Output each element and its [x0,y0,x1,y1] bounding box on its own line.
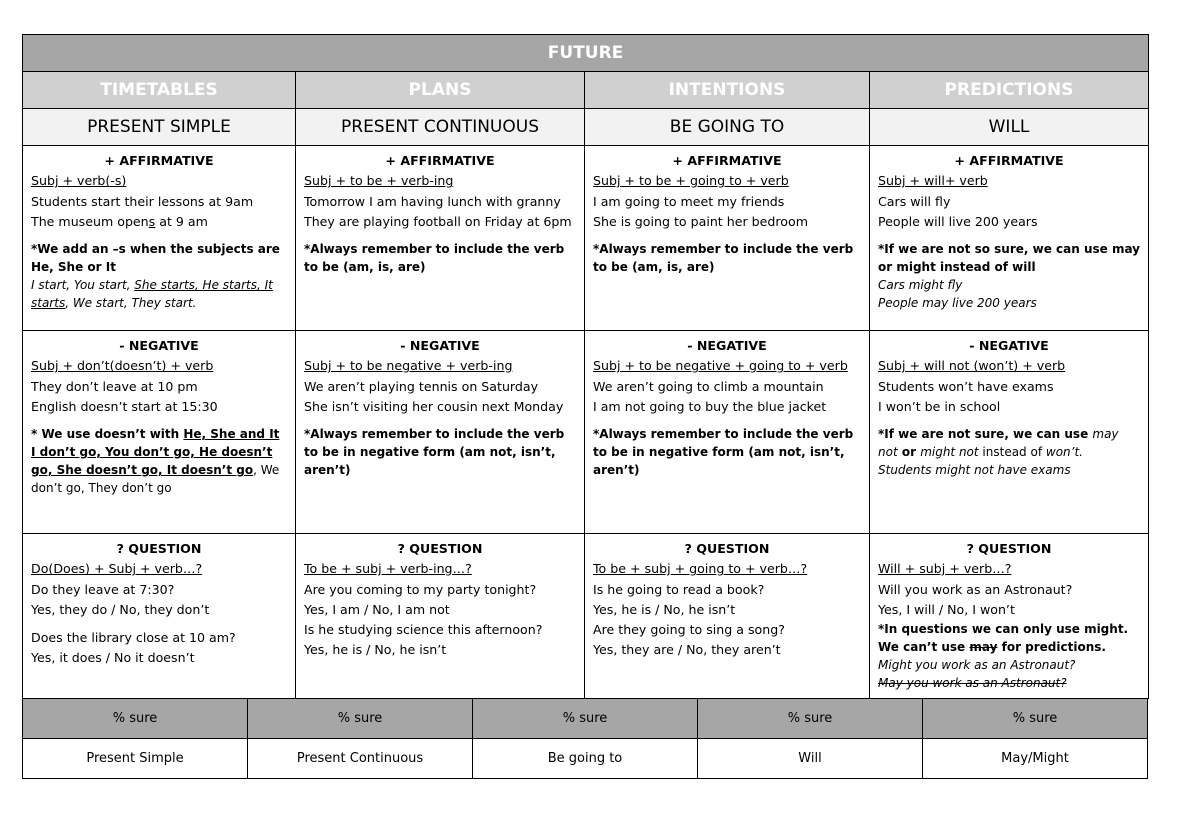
example: Is he going to read a book? [593,581,765,597]
example: I won’t be in school [878,398,1001,414]
tense-label: Present Simple [23,738,248,778]
section-heading: ? QUESTION [397,541,483,556]
pc-question-cell [296,534,585,699]
example: Yes, they do / No, they don’t [31,601,210,617]
example: They are playing football on Friday at 6pm [304,213,572,229]
example: Students start their lessons at 9am [31,193,254,209]
section-heading: + AFFIRMATIVE [385,153,495,168]
formula: Will + subj + verb…? [878,561,1012,577]
formula: Subj + verb(-s) [31,173,127,189]
formula: Subj + will not (won’t) + verb [878,358,1066,374]
example: Yes, I will / No, I won’t [878,601,1015,617]
grammar-note: *Always remember to include the verb to be in negative form (am not, isn’t, aren’t) [304,427,565,478]
example: Yes, I am / No, I am not [304,601,450,617]
formula: Do(Does) + Subj + verb…? [31,561,203,577]
section-heading: - NEGATIVE [400,338,480,353]
formula: To be + subj + verb-ing…? [304,561,472,577]
section-heading: + AFFIRMATIVE [672,153,782,168]
italic-example: I start, You start, She starts, He starts, It starts, We start, They start. [31,278,273,311]
section-heading: ? QUESTION [966,541,1052,556]
tense-be-going-to: BE GOING TO [585,109,870,146]
will-affirmative-cell [870,146,1149,331]
section-heading: ? QUESTION [116,541,202,556]
grammar-note: * We use doesn’t with He, She and It I don’t go, You don’t go, He doesn’t go, She doesn’t go, It doesn’t go, We don’t go, They don’t go [31,427,280,496]
grammar-note: *We add an –s when the subjects are He, She or It [31,242,280,275]
tense-present-continuous: PRESENT CONTINUOUS [296,109,585,146]
category-timetables: TIMETABLES [23,72,296,109]
formula: Subj + will+ verb [878,173,988,189]
will-negative-cell [870,331,1149,534]
sure-cell: % sure [23,698,248,738]
example: She is going to paint her bedroom [593,213,808,229]
grammar-note: *If we are not so sure, we can use may or might instead of will [878,242,1141,275]
example: Yes, he is / No, he isn’t [593,601,736,617]
category-predictions: PREDICTIONS [870,72,1149,109]
category-intentions: INTENTIONS [585,72,870,109]
tense-label: Be going to [473,738,698,778]
section-heading: - NEGATIVE [687,338,767,353]
table-title: FUTURE [23,35,1149,72]
category-plans: PLANS [296,72,585,109]
tense-present-simple: PRESENT SIMPLE [23,109,296,146]
italic-example: Cars might fly [878,278,963,293]
italic-example: Might you work as an Astronaut? [878,658,1076,673]
example: The museum opens at 9 am [31,213,208,229]
formula: Subj + to be negative + going to + verb [593,358,848,374]
sure-cell: % sure [248,698,473,738]
example: Tomorrow I am having lunch with granny [304,193,561,209]
example: Cars will fly [878,193,951,209]
italic-example: Students might not have exams [878,463,1071,478]
example: Are you coming to my party tonight? [304,581,537,597]
will-question-cell [870,534,1149,699]
grammar-table [22,34,1149,699]
bgt-affirmative-cell [585,146,870,331]
example: English doesn’t start at 15:30 [31,398,218,414]
tense-label: Present Continuous [248,738,473,778]
grammar-note: *Always remember to include the verb to be (am, is, are) [593,242,854,275]
certainty-table [22,698,1148,779]
example: I am not going to buy the blue jacket [593,398,827,414]
example: I am going to meet my friends [593,193,785,209]
example: They don’t leave at 10 pm [31,378,198,394]
tense-label: May/Might [923,738,1148,778]
italic-example: People may live 200 years [878,296,1037,311]
formula: Subj + to be + going to + verb [593,173,789,189]
formula: Subj + don’t(doesn’t) + verb [31,358,214,374]
pc-negative-cell [296,331,585,534]
tense-will: WILL [870,109,1149,146]
example: Yes, they are / No, they aren’t [593,642,781,658]
grammar-note: *If we are not sure, we can use may not or might not instead of won’t. [878,427,1119,460]
formula: Subj + to be negative + verb-ing [304,358,513,374]
example: Yes, it does / No it doesn’t [31,650,195,666]
sure-cell: % sure [473,698,698,738]
ps-negative-cell [23,331,296,534]
pc-affirmative-cell [296,146,585,331]
grammar-note: *Always remember to include the verb to be in negative form (am not, isn’t, aren’t) [593,427,854,478]
section-heading: + AFFIRMATIVE [104,153,214,168]
bgt-negative-cell [585,331,870,534]
ps-affirmative-cell [23,146,296,331]
example: Does the library close at 10 am? [31,630,236,646]
example: We aren’t playing tennis on Saturday [304,378,539,394]
example: She isn’t visiting her cousin next Monday [304,398,564,414]
section-heading: - NEGATIVE [119,338,199,353]
grammar-note: *Always remember to include the verb to be (am, is, are) [304,242,565,275]
example: Yes, he is / No, he isn’t [304,642,447,658]
grammar-note: *In questions we can only use might. We can’t use may for predictions. [878,622,1129,655]
example: Are they going to sing a song? [593,622,785,638]
section-heading: ? QUESTION [684,541,770,556]
sure-cell: % sure [698,698,923,738]
section-heading: - NEGATIVE [969,338,1049,353]
example: People will live 200 years [878,213,1038,229]
example: Do they leave at 7:30? [31,581,175,597]
example: Is he studying science this afternoon? [304,622,543,638]
tense-label: Will [698,738,923,778]
section-heading: + AFFIRMATIVE [954,153,1064,168]
ps-question-cell [23,534,296,699]
italic-example-struck: May you work as an Astronaut? [878,676,1067,691]
formula: Subj + to be + verb-ing [304,173,454,189]
example: Students won’t have exams [878,378,1054,394]
example: Will you work as an Astronaut? [878,581,1073,597]
example: We aren’t going to climb a mountain [593,378,824,394]
bgt-question-cell [585,534,870,699]
future-tenses-chart [22,34,1148,779]
formula: To be + subj + going to + verb…? [593,561,808,577]
sure-cell: % sure [923,698,1148,738]
